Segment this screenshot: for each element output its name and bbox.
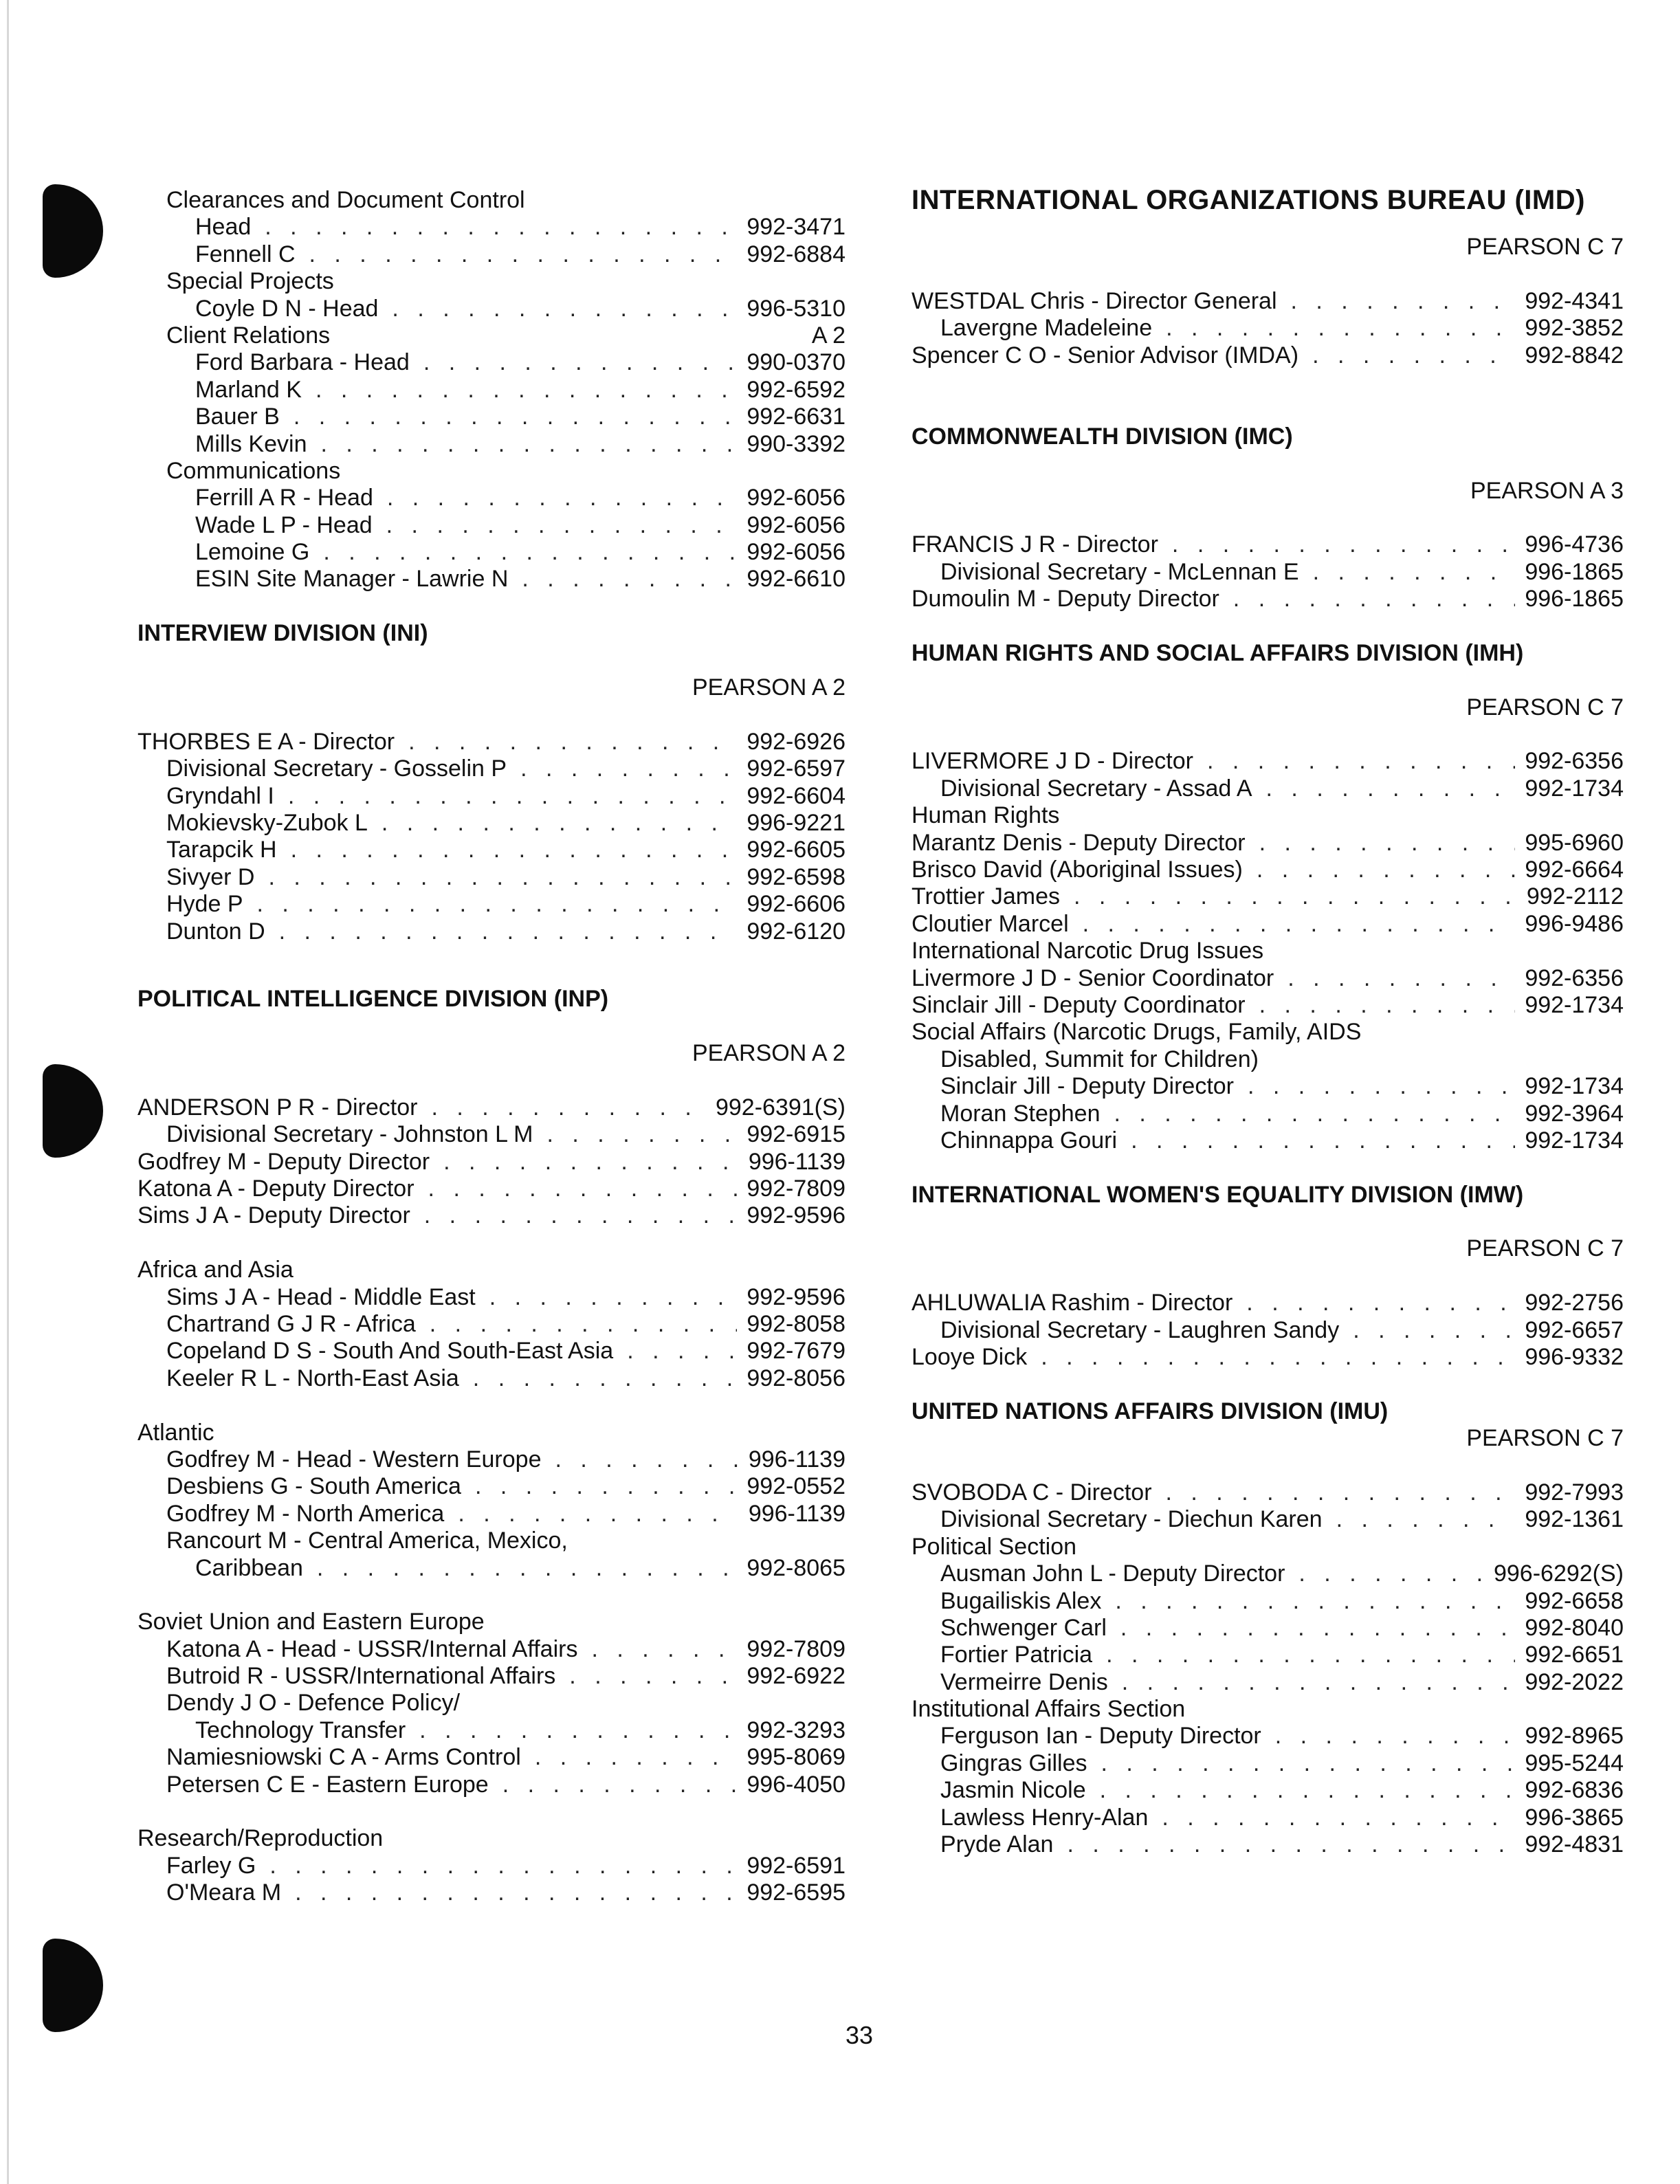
directory-entry: Pryde Alan . . . 992-4831 [911,1831,1624,1858]
directory-entry: Lawless Henry-Alan . . . 996-3865 [911,1805,1624,1831]
directory-entry: Petersen C E - Eastern Europe . . . 996-4050 [137,1772,845,1798]
directory-entry: Godfrey M - North America . . . 996-1139 [137,1501,845,1527]
directory-entry-continued: Rancourt M - Central America, Mexico, [166,1527,568,1554]
directory-entry-director: THORBES E A - Director . . . 992-6926 [137,729,845,755]
directory-entry: Ausman John L - Deputy Director . . . 996-6292(S) [911,1560,1624,1587]
directory-entry: Caribbean . . . 992-8065 [137,1555,845,1582]
division-heading-imw: INTERNATIONAL WOMEN'S EQUALITY DIVISION (IMW) [911,1181,1524,1208]
directory-entry: Looye Dick . . . 996-9332 [911,1344,1624,1371]
binder-hole-top [43,184,103,278]
binder-hole-bottom [43,1939,103,2032]
directory-entry: Katona A - Deputy Director . . . 992-7809 [137,1176,845,1202]
section-label-client-relations: Client Relations A 2 [166,322,845,349]
directory-entry: Fortier Patricia . . . 992-6651 [911,1642,1624,1668]
section-label-atlantic: Atlantic [137,1419,214,1446]
section-label-social-affairs: Social Affairs (Narcotic Drugs, Family, AIDS [911,1019,1362,1046]
directory-entry: Mills Kevin . . . 990-3392 [137,431,845,458]
directory-entry: Godfrey M - Deputy Director . . . 996-1139 [137,1149,845,1176]
directory-entry: Tarapcik H . . . 992-6605 [137,837,845,863]
directory-entry: Bugailiskis Alex . . . 992-6658 [911,1588,1624,1615]
directory-entry: Hyde P . . . 992-6606 [137,891,845,918]
directory-entry-director: LIVERMORE J D - Director . . . 992-6356 [911,748,1624,775]
directory-entry: Marantz Denis - Deputy Director . . . 995-6960 [911,830,1624,857]
directory-entry: Moran Stephen . . . 992-3964 [911,1101,1624,1127]
directory-entry: Lavergne Madeleine . . . 992-3852 [911,315,1624,342]
page-number: 33 [845,2021,874,2049]
directory-entry: Marland K . . . 992-6592 [137,377,845,404]
directory-entry: Ferguson Ian - Deputy Director . . . 992-8965 [911,1723,1624,1750]
directory-entry: Copeland D S - South And South-East Asia . . . 992-7679 [137,1338,845,1365]
division-heading-political-intelligence: POLITICAL INTELLIGENCE DIVISION (INP) [137,986,609,1013]
directory-entry: Fennell C . . . 992-6884 [137,241,845,268]
division-location: PEARSON C 7 [1466,694,1624,720]
division-location: PEARSON A 3 [1470,477,1624,504]
directory-entry: Divisional Secretary - Laughren Sandy . . . 992-6657 [911,1317,1624,1344]
division-location: PEARSON C 7 [1466,1235,1624,1262]
directory-entry: Ford Barbara - Head . . . 990-0370 [137,349,845,376]
directory-entry: Desbiens G - South America . . . 992-0552 [137,1473,845,1500]
directory-entry: Bauer B . . . 992-6631 [137,404,845,430]
directory-entry: Wade L P - Head . . . 992-6056 [137,512,845,539]
directory-entry: Godfrey M - Head - Western Europe . . . 996-1139 [137,1446,845,1473]
directory-entry: O'Meara M . . . 992-6595 [137,1879,845,1906]
directory-entry: Butroid R - USSR/International Affairs . . . 992-6922 [137,1663,845,1690]
directory-entry: Dunton D . . . 992-6120 [137,918,845,945]
directory-entry: Brisco David (Aboriginal Issues) . . . 992-6664 [911,857,1624,883]
section-label-soviet-union: Soviet Union and Eastern Europe [137,1609,485,1635]
directory-entry: Mokievsky-Zubok L . . . 996-9221 [137,810,845,837]
directory-entry-director: WESTDAL Chris - Director General . . . 992-4341 [911,288,1624,315]
directory-entry: Divisional Secretary - Johnston L M . . . 992-6915 [137,1121,845,1148]
section-label-africa-asia: Africa and Asia [137,1257,294,1283]
directory-entry: Gingras Gilles . . . 995-5244 [911,1750,1624,1777]
binder-hole-middle [43,1064,103,1158]
division-heading-imh: HUMAN RIGHTS AND SOCIAL AFFAIRS DIVISION (IMH) [911,639,1524,666]
directory-entry: Lemoine G . . . 992-6056 [137,539,845,566]
directory-entry-director: FRANCIS J R - Director . . . 996-4736 [911,531,1624,558]
division-heading-imu: UNITED NATIONS AFFAIRS DIVISION (IMU) [911,1398,1389,1424]
division-location: PEARSON C 7 [1466,234,1624,260]
page-edge [7,0,9,2184]
section-label-political: Political Section [911,1533,1077,1560]
directory-entry: Livermore J D - Senior Coordinator . . . 992-6356 [911,965,1624,992]
right-column [911,187,1624,1858]
directory-entry: Sivyer D . . . 992-6598 [137,864,845,891]
directory-entry: Chartrand G J R - Africa . . . 992-8058 [137,1311,845,1338]
directory-entry: Divisional Secretary - Gosselin P . . . 992-6597 [137,755,845,782]
directory-entry: Ferrill A R - Head . . . 992-6056 [137,485,845,511]
section-label-institutional: Institutional Affairs Section [911,1696,1186,1723]
directory-entry: Divisional Secretary - Assad A . . . 992-1734 [911,775,1624,802]
directory-entry: Spencer C O - Senior Advisor (IMDA) . . . 992-8842 [911,342,1624,369]
directory-entry: Gryndahl I . . . 992-6604 [137,783,845,810]
section-label-research: Research/Reproduction [137,1825,384,1852]
directory-entry: Dumoulin M - Deputy Director . . . 996-1865 [911,586,1624,613]
directory-entry: Divisional Secretary - Diechun Karen . . . 992-1361 [911,1506,1624,1533]
directory-entry: Coyle D N - Head . . . 996-5310 [137,296,845,322]
directory-entry: Head . . . 992-3471 [137,214,845,241]
directory-entry: Schwenger Carl . . . 992-8040 [911,1615,1624,1642]
directory-entry: Katona A - Head - USSR/Internal Affairs . . . 992-7809 [137,1636,845,1663]
directory-entry: Technology Transfer . . . 992-3293 [137,1717,845,1744]
directory-entry: Chinnappa Gouri . . . 992-1734 [911,1127,1624,1154]
directory-entry-director: ANDERSON P R - Director . . . 992-6391(S) [137,1094,845,1121]
bureau-heading-imd: INTERNATIONAL ORGANIZATIONS BUREAU (IMD) [911,185,1585,215]
division-heading-imc: COMMONWEALTH DIVISION (IMC) [911,423,1293,450]
directory-entry: Farley G . . . 992-6591 [137,1853,845,1879]
directory-entry-continued: Dendy J O - Defence Policy/ [166,1690,461,1717]
directory-entry: Cloutier Marcel . . . 996-9486 [911,911,1624,938]
directory-entry-director: AHLUWALIA Rashim - Director . . . 992-2756 [911,1290,1624,1316]
division-location: PEARSON C 7 [1466,1425,1624,1452]
directory-entry: Trottier James . . . 992-2112 [911,883,1624,910]
directory-entry: Vermeirre Denis . . . 992-2022 [911,1669,1624,1696]
directory-entry: Sims J A - Head - Middle East . . . 992-9596 [137,1284,845,1311]
section-label-clearances: Clearances and Document Control [166,187,525,213]
division-heading-interview: INTERVIEW DIVISION (INI) [137,620,428,647]
section-label-communications: Communications [166,457,341,484]
division-location: PEARSON A 2 [692,674,845,701]
section-label-special-projects: Special Projects [166,268,334,295]
directory-entry: ESIN Site Manager - Lawrie N . . . 992-6610 [137,566,845,593]
directory-entry: Jasmin Nicole . . . 992-6836 [911,1777,1624,1804]
directory-entry: Keeler R L - North-East Asia . . . 992-8056 [137,1365,845,1392]
directory-entry: Sims J A - Deputy Director . . . 992-9596 [137,1202,845,1229]
section-label-narcotic: International Narcotic Drug Issues [911,938,1264,964]
directory-entry: Sinclair Jill - Deputy Director . . . 992-1734 [911,1073,1624,1100]
section-label-social-affairs-continued: Disabled, Summit for Children) [940,1046,1259,1072]
division-location: PEARSON A 2 [692,1040,845,1067]
directory-entry: Namiesniowski C A - Arms Control . . . 995-8069 [137,1744,845,1771]
left-column [137,187,845,1907]
directory-entry: Divisional Secretary - McLennan E . . . 996-1865 [911,559,1624,586]
directory-entry-director: SVOBODA C - Director . . . 992-7993 [911,1479,1624,1506]
directory-entry: Sinclair Jill - Deputy Coordinator . . . 992-1734 [911,992,1624,1019]
section-label-human-rights: Human Rights [911,802,1060,829]
